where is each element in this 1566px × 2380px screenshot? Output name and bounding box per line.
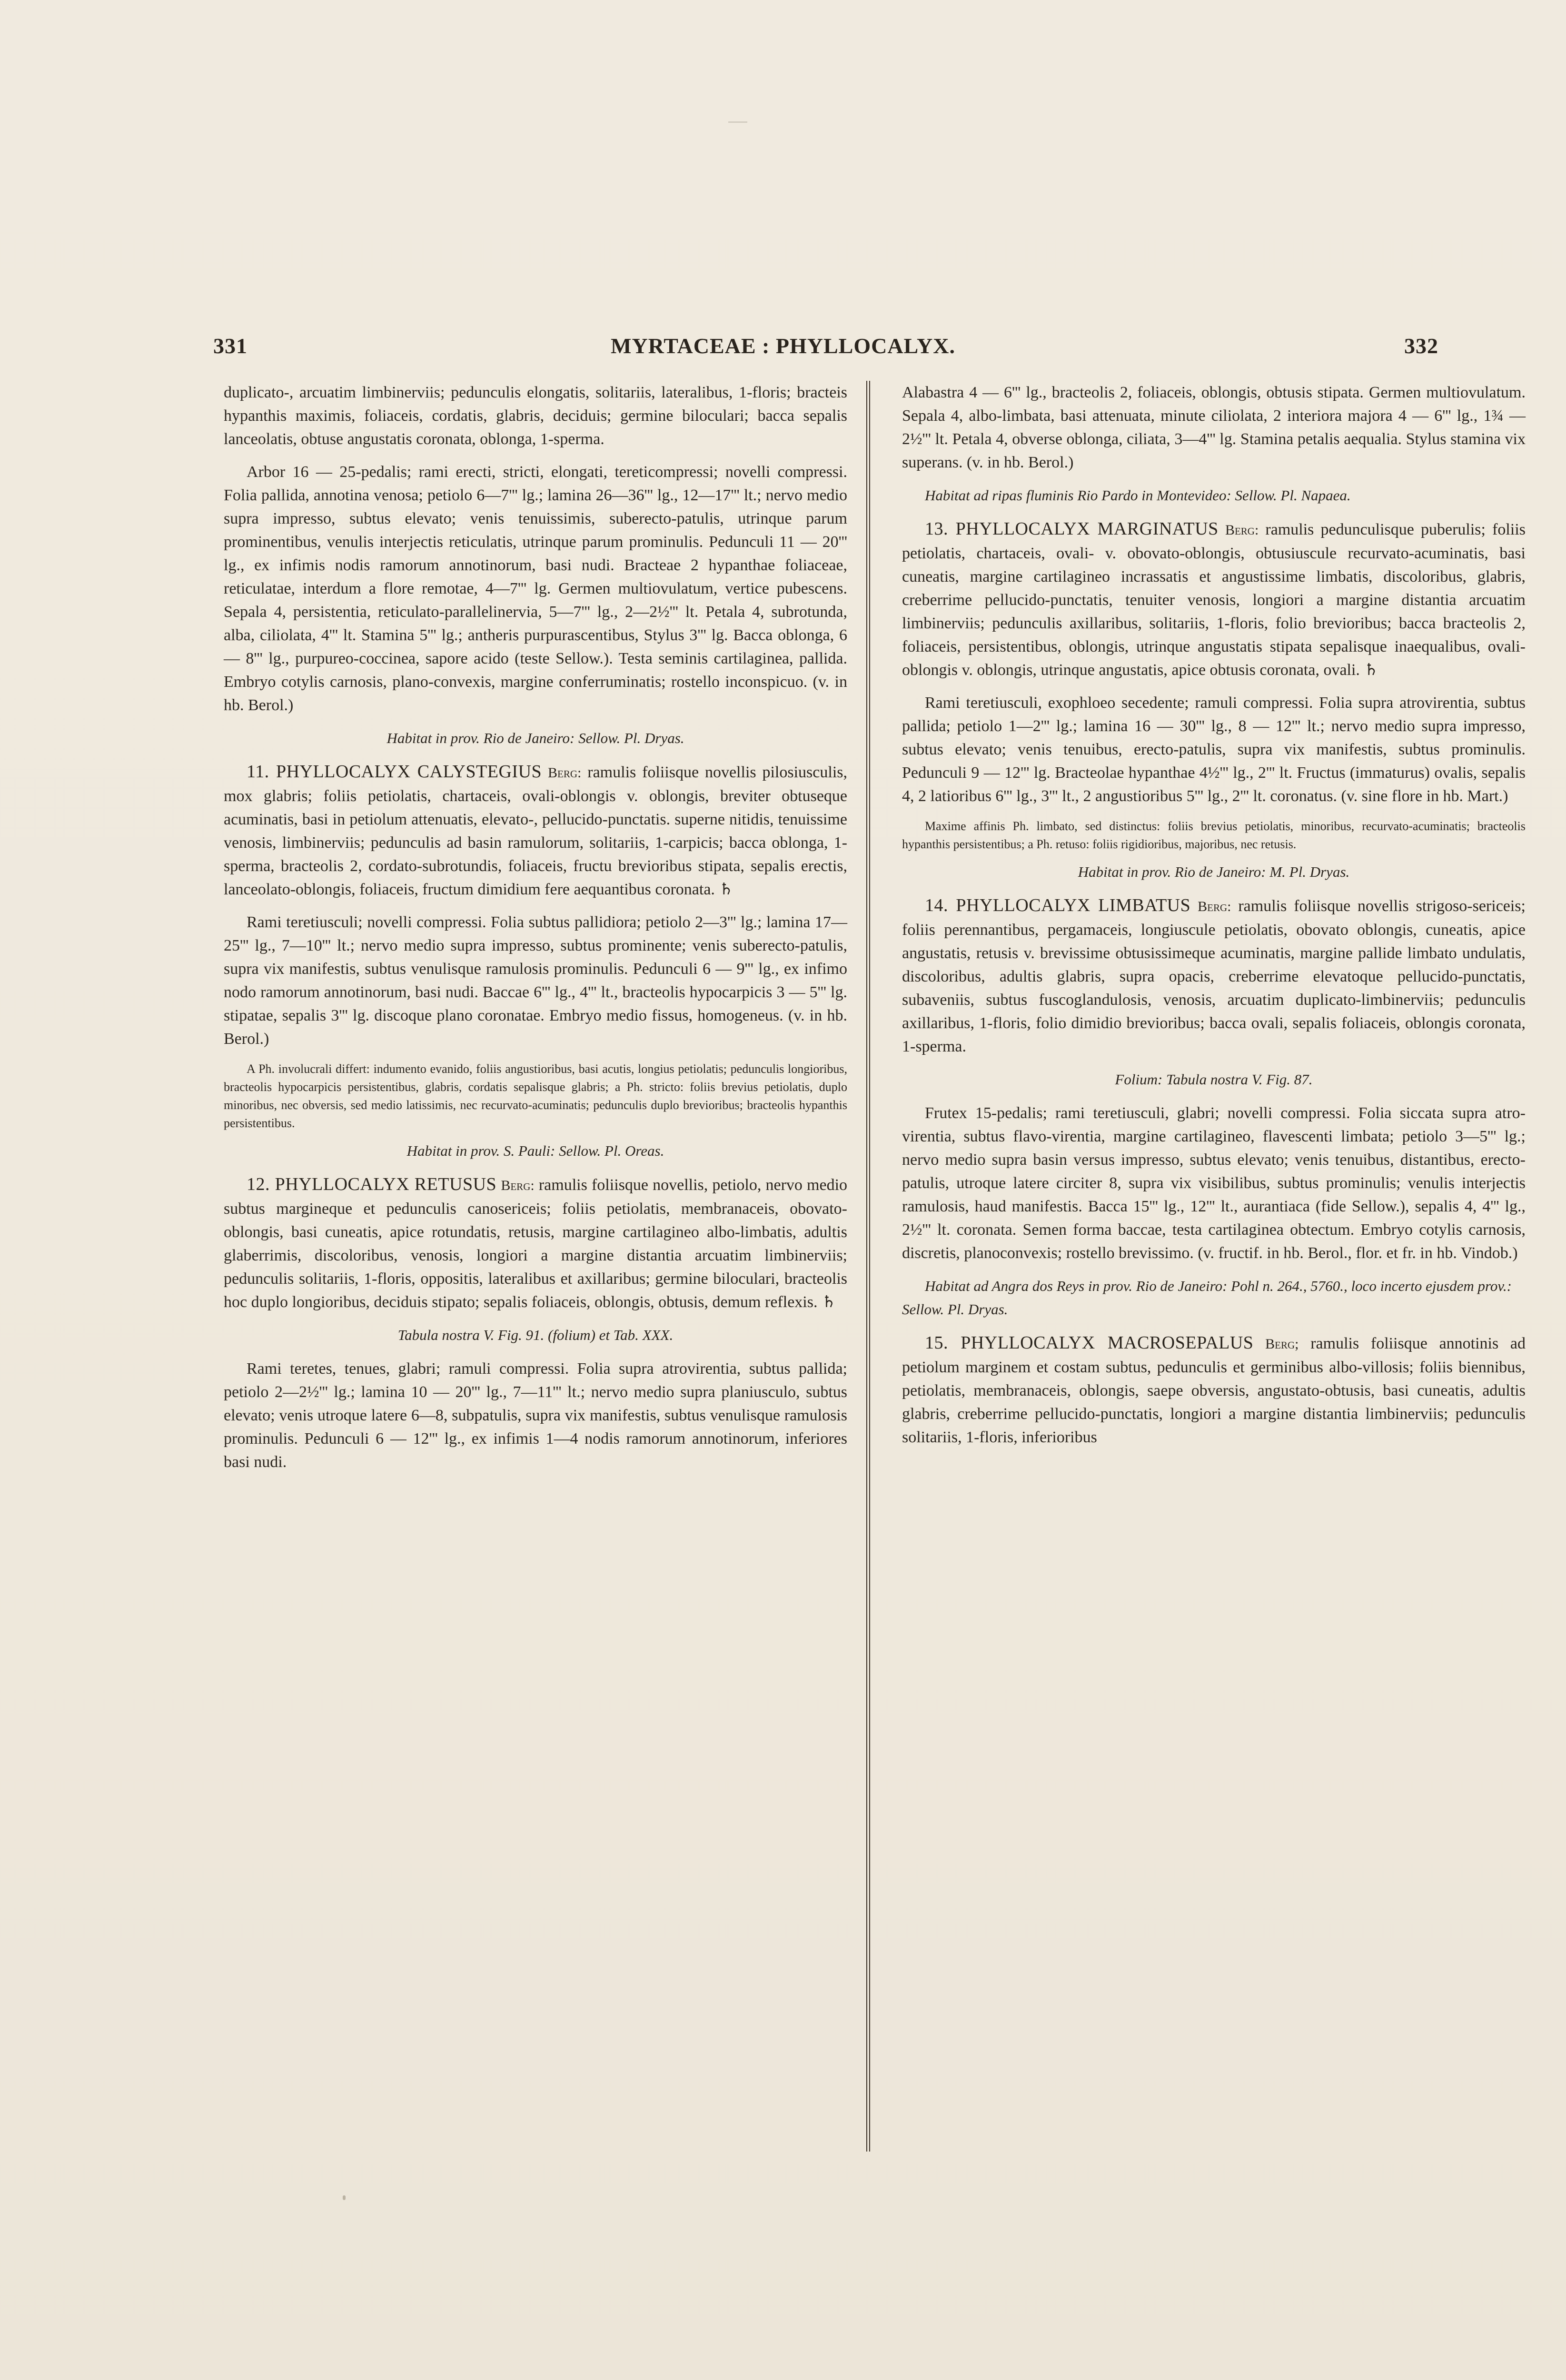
paper-mark <box>343 2195 346 2200</box>
right-column <box>902 381 1526 2152</box>
species-diagnosis: ramulis foliisque novellis strigoso-sericeis; foliis perennantibus, pergamaceis, longiuscule petiolatis, obovato oblongis, cuneatis, apice angustatis, retusis v. brevissime obtusissimeque acuminatis, margine pallide limbato undulatis, discoloribus, adultis glabris, supra opacis, creberrime elevatoque pellucido-punctatis, subaveniis, subtus fuscoglandulosis, venosis, arcuatim duplicato-limbinerviis; pedunculis axillaribus, 1-floris, folio dimidio brevioribus; bacca ovali, sepalis foliaceis, oblongis coronata, 1-sperma. <box>902 897 1526 1055</box>
paragraph: Alabastra 4 — 6''' lg., bracteolis 2, foliaceis, oblongis, obtusis stipata. Germen multiovulatum. Sepala 4, albo-limbata, basi attenuata, minute ciliolata, 2 interiora majora 4 — 6''' lg., 1¾ — 2½''' lt. Petala 4, obverse oblonga, ciliata, 3—4''' lg. Stamina petalis aequalia. Stylus stamina vix superans. (v. in hb. Berol.) <box>902 384 1526 471</box>
habitat-line: Habitat in prov. S. Pauli: Sellow. Pl. Oreas. <box>406 1142 664 1159</box>
paragraph: duplicato-, arcuatim limbinerviis; pedunculis elongatis, solitariis, lateralibus, 1-floris; bracteis hypanthis maximis, foliaceis, cordatis, glabris, deciduis; germine biloculari; bacca sepalis lanceolatis, obtuse angustatis coronata, oblonga, 1-sperma. <box>224 384 847 448</box>
paragraph: Rami teretiusculi; novelli compressi. Folia subtus pallidiora; petiolo 2—3''' lg.; lamina 17—25''' lg., 7—10''' lt.; nervo medio supra impresso, subtus prominente; venis suberecto-patulis, supra vix manifestis, subtus venulisque ramulosis prominulis. Pedunculi 6 — 9''' lg., ex infimo nodo ramorum annotinorum, basi nudi. Baccae 6''' lg., 4''' lt., bracteolis hypocarpicis 3 — 5''' lg. stipatae, sepalis 3''' lg. discoque plano coronatae. Embryo medio fissus, homogeneus. (v. in hb. Berol.) <box>224 913 847 1048</box>
species-name: 14. PHYLLOCALYX LIMBATUS <box>925 895 1191 915</box>
species-entry <box>224 760 847 901</box>
column-divider <box>866 381 871 2152</box>
species-author: Berg: <box>1225 522 1259 538</box>
species-author: Berg: <box>548 765 582 781</box>
species-author: Berg; <box>1265 1336 1299 1352</box>
species-name: 12. PHYLLOCALYX RETUSUS <box>247 1174 497 1194</box>
paragraph: Arbor 16 — 25-pedalis; rami erecti, stricti, elongati, tereticompressi; novelli compressi. Folia pallida, annotina venosa; petiolo 6—7''' lg.; lamina 26—36''' lg., 12—17''' lt.; nervo medio supra impresso, subtus elevato; venis tenuissimis, suberecto-patulis, utrinque parum prominentibus, venulis interjectis reticulatis, utrinque parum prominulis. Pedunculi 11 — 20''' lg., ex infimis nodis ramorum annotinorum, basi nudi. Bracteae 2 hypanthae foliaceae, reticulatae, interdum a flore remotae, 4—7''' lg. Germen multiovulatum, vertice pubescens. Sepala 4, persistentia, reticulato-parallelinervia, 5—7''' lg., 2—2½''' lt. Petala 4, subrotunda, alba, ciliolata, 4''' lt. Stamina 5''' lg.; antheris purpurascentibus, Stylus 3''' lg. Bacca oblonga, 6 — 8''' lg., purpureo-coccinea, sapore acido (teste Sellow.). Testa seminis cartilaginea, pallida. Embryo cotylis carnosis, plano-convexis, margine conferruminatis; rostello inconspicuo. (v. in hb. Berol.) <box>224 463 847 714</box>
paragraph: Rami teretiusculi, exophloeo secedente; ramuli compressi. Folia supra atrovirentia, subtus pallida; petiolo 1—2''' lg.; lamina 16 — 30''' lg., 8 — 12''' lt.; nervo medio supra impresso, subtus elevato; venis tenuibus, erecto-patulis, supra vix manifestis, subtus prominulis. Pedunculi 9 — 12''' lg. Bracteolae hypanthae 4½''' lg., 2''' lt. Fructus (immaturus) ovalis, sepalis 4, 2 latioribus 6''' lg., 3''' lt., 2 angustioribus 5''' lg., 2''' lt. coronatus. (v. sine flore in hb. Mart.) <box>902 694 1526 805</box>
species-diagnosis: ramulis pedunculisque puberulis; foliis petiolatis, chartaceis, ovali- v. obovato-oblongis, obtusiuscule recurvato-acuminatis, basi cuneatis, margine cartilagineo incrassatis et angustissime limbatis, discoloribus, glabris, creberrime pellucido-punctatis, tenuiter venosis, longiori a margine distantia arcuatim limbinerviis; pedunculis axillaribus, solitariis, 1-floris, folio brevioribus; bacca bracteolis 2, foliaceis, persistentibus, oblongis, utrinque angustatis stipata sepalisque inaequalibus, ovali-oblongis v. oblongis, utrinque angustatis, apice obtusis coronata, ovali. ♄ <box>902 521 1526 679</box>
running-header <box>0 328 1566 371</box>
paper-mark <box>728 121 747 123</box>
page-number-right: 332 <box>1404 334 1438 358</box>
paragraph: Rami teretes, tenues, glabri; ramuli compressi. Folia supra atrovirentia, subtus pallida; petiolo 2—2½''' lg.; lamina 10 — 20''' lg., 7—11''' lt.; nervo medio supra planiusculo, subtus elevato; venis utroque latere 6—8, subpatulis, supra vix manifestis, subtus venulisque ramulosis prominulis. Pedunculi 6 — 12''' lg., ex infimis 1—4 nodis ramorum annotinorum, inferiores basi nudi. <box>224 1360 847 1471</box>
left-column <box>224 381 847 2152</box>
habitat-line: Habitat ad Angra dos Reys in prov. Rio de Janeiro: Pohl n. 264., 5760., loco incerto ejusdem prov.: Sellow. Pl. Dryas. <box>902 1278 1512 1318</box>
species-name: 13. PHYLLOCALYX MARGINATUS <box>925 519 1219 539</box>
species-name: 11. PHYLLOCALYX CALYSTEGIUS <box>247 762 542 782</box>
species-entry <box>224 1173 847 1314</box>
comparison-note: A Ph. involucrali differt: indumento evanido, foliis angustioribus, basi acutis, longius petiolatis; pedunculis longioribus, bracteolis hypocarpicis persistentibus, glabris, cordatis sepalisque glabris; a Ph. stricto: foliis brevius petiolatis, duplo minoribus, nec obversis, sed medio latissimis, nec recurvato-acuminatis; pedunculis duplo brevioribus; bracteolis hypanthis persistentibus. <box>224 1062 847 1130</box>
habitat-line: Habitat ad ripas fluminis Rio Pardo in Montevideo: Sellow. Pl. Napaea. <box>925 487 1351 504</box>
running-title: MYRTACEAE : PHYLLOCALYX. <box>611 334 955 358</box>
species-entry <box>902 894 1526 1058</box>
habitat-line: Habitat in prov. Rio de Janeiro: M. Pl. Dryas. <box>1078 863 1350 880</box>
species-entry <box>902 517 1526 682</box>
species-author: Berg: <box>1198 899 1231 914</box>
species-name: 15. PHYLLOCALYX MACROSEPALUS <box>925 1333 1254 1353</box>
species-diagnosis: ramulis foliisque annotinis ad petiolum marginem et costam subtus, pedunculis et germinibus albo-villosis; foliis biennibus, petiolatis, membranaceis, oblongis, saepe obversis, angustato-obtusis, basi cuneatis, adultis glabris, creberrime pellucido-punctatis, longiori a margine distantia limbinerviis; pedunculis solitariis, 1-floris, inferioribus <box>902 1335 1526 1446</box>
page-number-left: 331 <box>213 334 248 358</box>
paragraph: Frutex 15-pedalis; rami teretiusculi, glabri; novelli compressi. Folia siccata supra atro-virentia, subtus flavo-virentia, margine cartilagineo, flavescenti limbata; petiolo 3—5''' lg.; nervo medio supra basin versus impresso, subtus elevato; venis tenuibus, distantibus, erecto-patulis, utroque latere circiter 8, supra vix visibilibus, subtus prominulis; venulis interjectis ramulosis, haud manifestis. Bacca 15''' lg., 12''' lt., aurantiaca (fide Sellow.), sepalis 4, 4''' lg., 2½''' lt. coronata. Semen forma baccae, testa cartilaginea obtectum. Embryo cotylis carnosis, discretis, planoconvexis; rostello brevissimo. (v. fructif. in hb. Berol., flor. et fr. in hb. Vindob.) <box>902 1104 1526 1262</box>
comparison-note: Maxime affinis Ph. limbato, sed distinctus: foliis brevius petiolatis, minoribus, recurvato-acuminatis; bracteolis hypanthis persistentibus; a Ph. retuso: foliis rigidioribus, majoribus, nec retusis. <box>902 819 1526 851</box>
species-author: Berg: <box>501 1178 535 1193</box>
plate-reference: Folium: Tabula nostra V. Fig. 87. <box>1115 1071 1313 1088</box>
species-diagnosis: ramulis foliisque novellis pilosiusculis, mox glabris; foliis petiolatis, chartaceis, ovali-oblongis v. oblongis, breviter obtuseque acuminatis, basi in petiolum attenuatis, elevato-, pellucido-punctatis. superne nitidis, tenuissime venosis, limbinerviis; pedunculis ad basin ramulorum, solitariis, 1-carpicis; bacca oblonga, 1-sperma, bracteolis 2, cordato-subrotundis, foliaceis, fructu brevioribus stipata, sepalis erectis, lanceolato-oblongis, foliaceis, fructum dimidium fere aequantibus coronata. ♄ <box>224 764 848 898</box>
habitat-line: Habitat in prov. Rio de Janeiro: Sellow. Pl. Dryas. <box>387 730 684 746</box>
plate-reference: Tabula nostra V. Fig. 91. (folium) et Tab. XXX. <box>397 1327 674 1343</box>
species-diagnosis: ramulis foliisque novellis, petiolo, nervo medio subtus margineque et pedunculis canosericeis; foliis petiolatis, membranaceis, obovato-oblongis, basi cuneatis, apice rotundatis, retusis, margine cartilagineo albo-limbatis, adultis glaberrimis, discoloribus, venosis, longiori a margine distantia arcuatim limbinerviis; pedunculis solitariis, 1-floris, oppositis, lateralibus et axillaribus; germine biloculari, bracteolis hoc duplo longioribus, deciduis stipato; sepalis foliaceis, oblongis, obtusis, demum reflexis. ♄ <box>224 1176 848 1311</box>
species-entry <box>902 1331 1526 1449</box>
